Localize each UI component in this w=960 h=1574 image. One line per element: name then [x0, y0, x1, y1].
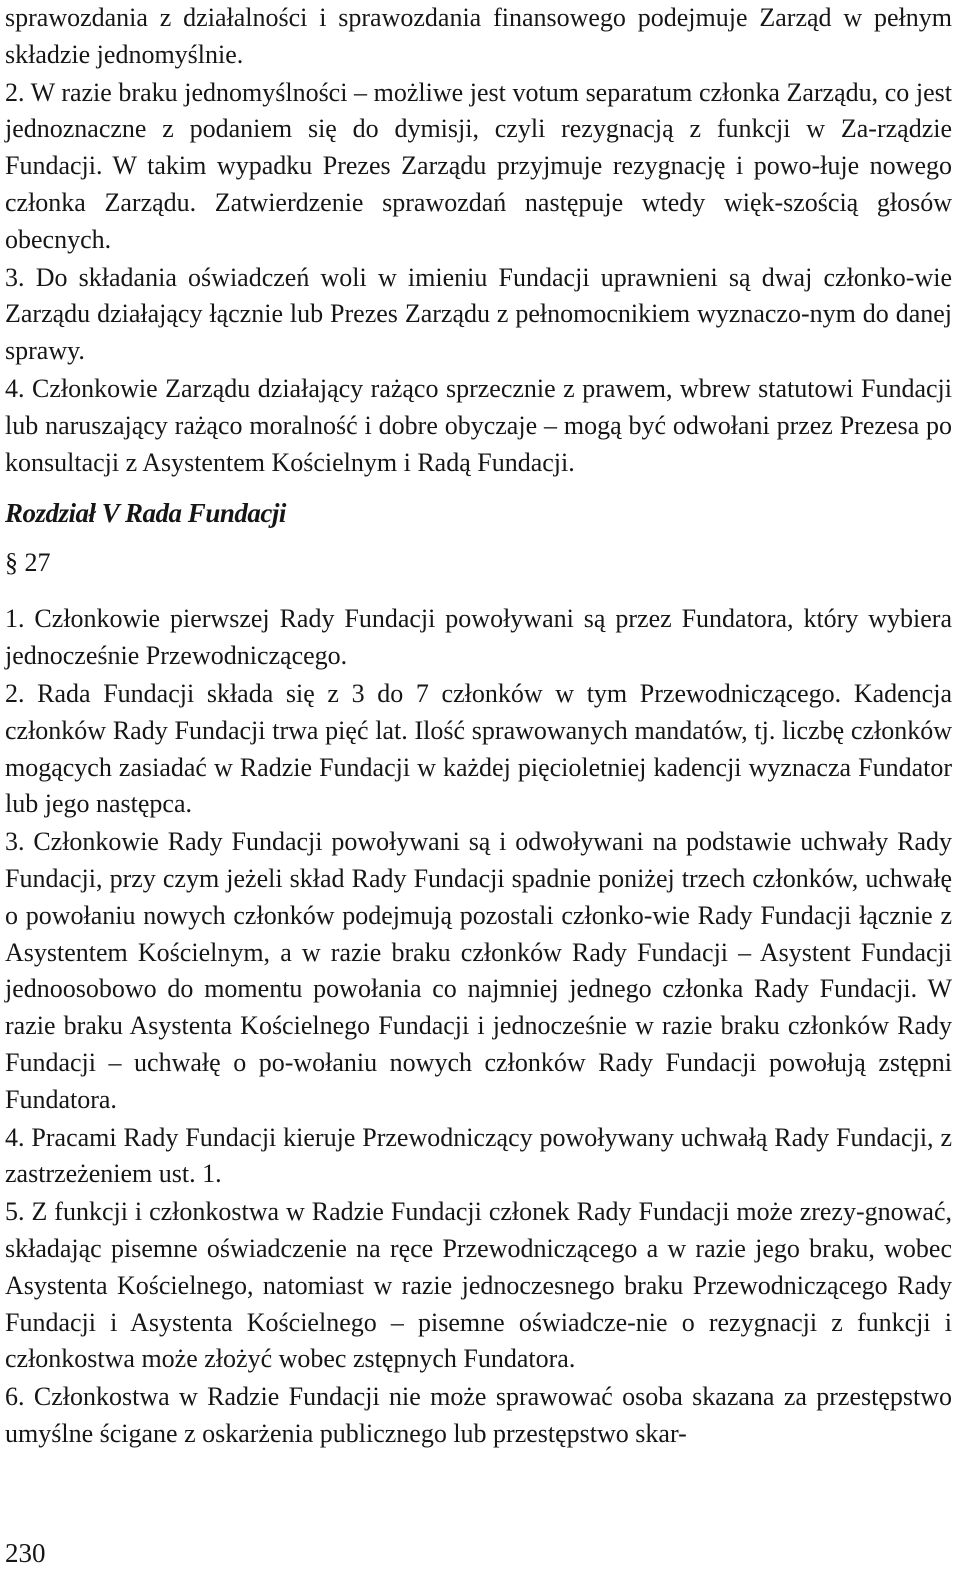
paragraph-continuation: sprawozdania z działalności i sprawozdania finansowego podejmuje Zarząd w pełnym składzie jednomyślnie.: [5, 3, 952, 69]
chapter-heading: Rozdział V Rada Fundacji: [5, 498, 286, 529]
paragraph-point-3: 3. Do składania oświadczeń woli w imieniu Fundacji uprawnieni są dwaj członko-wie Zarządu działający łącznie lub Prezes Zarządu z pełnomocnikiem wyznaczo-nym do danej sprawy.: [5, 262, 952, 366]
paragraph-rule-4: 4. Pracami Rady Fundacji kieruje Przewodniczący powoływany uchwałą Rady Fundacji, z zastrzeżeniem ust. 1.: [5, 1122, 952, 1189]
paragraph-point-2: 2. W razie braku jednomyślności – możliwe jest votum separatum członka Zarządu, co jest jednoznaczne z podaniem się do dymisji, czyli rezygnacją z funkcji w Za-rządzie Fundacji. W takim wypadku Prezes Zarządu przyjmuje rezygnację i powo-łuje nowego członka Zarządu. Zatwierdzenie sprawozdań następuje wtedy więk-szością głosów obecnych.: [5, 77, 952, 254]
section-mark: § 27: [5, 548, 51, 578]
paragraph-rule-2: 2. Rada Fundacji składa się z 3 do 7 członków w tym Przewodniczącego. Kadencja członków Rady Fundacji trwa pięć lat. Ilość sprawowanych mandatów, tj. liczbę członków mogących zasiadać w Radzie Fundacji w każdej pięcioletniej kadencji wyznacza Fundator lub jego następca.: [5, 678, 952, 819]
paragraph-rule-1: 1. Członkowie pierwszej Rady Fundacji powoływani są przez Fundatora, który wybiera jednocześnie Przewodniczącego.: [5, 604, 952, 671]
paragraph-rule-5: 5. Z funkcji i członkostwa w Radzie Fundacji członek Rady Fundacji może zrezy-gnować, składając pisemne oświadczenie na ręce Przewodniczącego a w razie jego braku, wobec Asystenta Kościelnego, natomiast w razie jednoczesnego braku Przewodniczącego Rady Fundacji i Asystenta Kościelnego – pisemne oświadcze-nie o rezygnacji z funkcji i członkostwa może złożyć wobec zstępnych Fundatora.: [5, 1197, 952, 1374]
document-page: [5, 0, 952, 1453]
page-number: 230: [5, 1538, 46, 1568]
paragraph-rule-3: 3. Członkowie Rady Fundacji powoływani są i odwoływani na podstawie uchwały Rady Fundacji, przy czym jeżeli skład Rady Fundacji spadnie poniżej trzech członków, uchwałę o powołaniu nowych członków podejmują pozostali członko-wie Rady Fundacji łącznie z Asystentem Kościelnym, a w razie braku członków Rady Fundacji – Asystent Fundacji jednoosobowo do momentu powołania co najmniej jednego członka Rady Fundacji. W razie braku Asystenta Kościelnego Fundacji i jednocześnie w razie braku członków Rady Fundacji – uchwałę o po-wołaniu nowych członków Rady Fundacji powołują zstępni Fundatora.: [5, 827, 952, 1114]
paragraph-rule-6: 6. Członkostwa w Radzie Fundacji nie może sprawować osoba skazana za przestępstwo umyślne ścigane z oskarżenia publicznego lub przestępstwo skar-: [5, 1382, 952, 1448]
paragraph-point-4: 4. Członkowie Zarządu działający rażąco sprzecznie z prawem, wbrew statutowi Fundacji lub naruszający rażąco moralność i dobre obyczaje – mogą być odwołani przez Prezesa po konsultacji z Asystentem Kościelnym i Radą Fundacji.: [5, 373, 952, 477]
